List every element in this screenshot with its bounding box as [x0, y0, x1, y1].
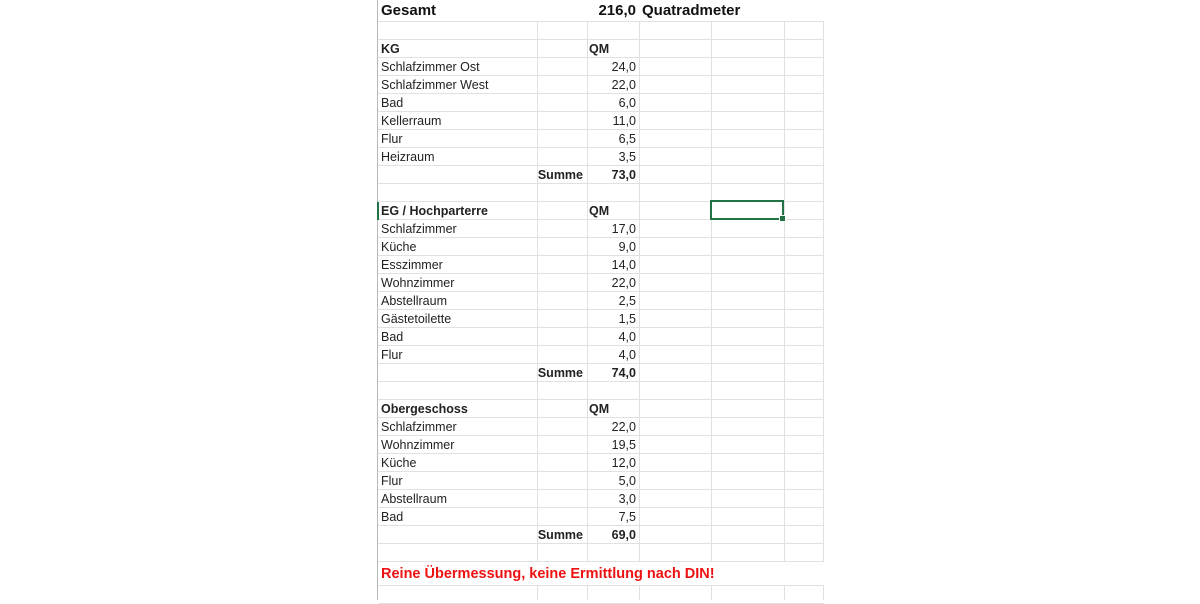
- section-title[interactable]: KG: [381, 41, 400, 56]
- fill-handle[interactable]: [779, 215, 786, 222]
- room-name[interactable]: Schlafzimmer Ost: [381, 59, 480, 74]
- table-row: [378, 418, 824, 436]
- table-row: [378, 148, 824, 166]
- total-unit[interactable]: Quatradmeter: [642, 0, 822, 21]
- table-row: [378, 220, 824, 238]
- table-row: [378, 346, 824, 364]
- room-qm[interactable]: 2,5: [618, 293, 636, 308]
- room-qm[interactable]: 3,5: [618, 149, 636, 164]
- sum-row: [378, 364, 824, 382]
- room-qm[interactable]: 9,0: [618, 239, 636, 254]
- room-qm[interactable]: 7,5: [618, 509, 636, 524]
- sum-label[interactable]: Summe: [537, 365, 583, 380]
- blank-row[interactable]: [378, 22, 824, 40]
- blank-row[interactable]: [378, 382, 824, 400]
- room-qm[interactable]: 22,0: [611, 419, 636, 434]
- room-name[interactable]: Bad: [381, 509, 404, 524]
- room-name[interactable]: Flur: [381, 473, 403, 488]
- room-name[interactable]: Schlafzimmer: [381, 221, 457, 236]
- room-qm[interactable]: 1,5: [618, 311, 636, 326]
- note-row: [378, 562, 824, 586]
- unit-header[interactable]: QM: [589, 401, 610, 416]
- table-row: [378, 508, 824, 526]
- room-qm[interactable]: 17,0: [611, 221, 636, 236]
- sum-label[interactable]: Summe: [537, 167, 583, 182]
- room-name[interactable]: Schlafzimmer West: [381, 77, 489, 92]
- room-name[interactable]: Flur: [381, 131, 403, 146]
- table-row: [378, 328, 824, 346]
- sum-value[interactable]: 69,0: [611, 527, 636, 542]
- blank-row[interactable]: [378, 544, 824, 562]
- section-header-row: [378, 400, 824, 418]
- room-name[interactable]: Esszimmer: [381, 257, 443, 272]
- room-qm[interactable]: 6,0: [618, 95, 636, 110]
- room-name[interactable]: Bad: [381, 329, 404, 344]
- room-qm[interactable]: 6,5: [618, 131, 636, 146]
- room-name[interactable]: Bad: [381, 95, 404, 110]
- table-row: [378, 238, 824, 256]
- sum-row: [378, 166, 824, 184]
- total-row: [378, 0, 824, 22]
- room-name[interactable]: Schlafzimmer: [381, 419, 457, 434]
- table-row: [378, 112, 824, 130]
- room-name[interactable]: Gästetoilette: [381, 311, 452, 326]
- room-name[interactable]: Flur: [381, 347, 403, 362]
- total-label[interactable]: Gesamt: [381, 2, 437, 19]
- room-qm[interactable]: 24,0: [611, 59, 636, 74]
- table-row: [378, 310, 824, 328]
- room-name[interactable]: Abstellraum: [381, 293, 447, 308]
- sum-row: [378, 526, 824, 544]
- active-row-indicator: [377, 202, 379, 220]
- section-title[interactable]: Obergeschoss: [381, 401, 468, 416]
- table-row: [378, 490, 824, 508]
- table-row: [378, 76, 824, 94]
- room-qm[interactable]: 3,0: [618, 491, 636, 506]
- table-row: [378, 436, 824, 454]
- room-name[interactable]: Heizraum: [381, 149, 435, 164]
- unit-header[interactable]: QM: [589, 41, 610, 56]
- selected-cell[interactable]: [710, 200, 784, 220]
- table-row: [378, 94, 824, 112]
- sum-label[interactable]: Summe: [537, 527, 583, 542]
- room-qm[interactable]: 22,0: [611, 275, 636, 290]
- sum-value[interactable]: 74,0: [611, 365, 636, 380]
- table-row: [378, 274, 824, 292]
- blank-row[interactable]: [378, 586, 824, 604]
- section-header-row: [378, 40, 824, 58]
- table-row: [378, 58, 824, 76]
- unit-header[interactable]: QM: [589, 203, 610, 218]
- sum-value[interactable]: 73,0: [611, 167, 636, 182]
- room-name[interactable]: Wohnzimmer: [381, 437, 455, 452]
- room-qm[interactable]: 12,0: [611, 455, 636, 470]
- table-row: [378, 454, 824, 472]
- room-qm[interactable]: 14,0: [611, 257, 636, 272]
- room-name[interactable]: Küche: [381, 239, 417, 254]
- room-qm[interactable]: 4,0: [618, 329, 636, 344]
- table-row: [378, 472, 824, 490]
- room-qm[interactable]: 19,5: [611, 437, 636, 452]
- room-qm[interactable]: 11,0: [612, 113, 636, 128]
- section-title[interactable]: EG / Hochparterre: [381, 203, 488, 218]
- room-name[interactable]: Wohnzimmer: [381, 275, 455, 290]
- table-row: [378, 256, 824, 274]
- room-name[interactable]: Küche: [381, 455, 417, 470]
- disclaimer-note[interactable]: Reine Übermessung, keine Ermittlung nach DIN!: [381, 562, 821, 585]
- spreadsheet-grid[interactable]: [377, 0, 824, 600]
- room-qm[interactable]: 4,0: [618, 347, 636, 362]
- room-name[interactable]: Abstellraum: [381, 491, 447, 506]
- table-row: [378, 292, 824, 310]
- room-name[interactable]: Kellerraum: [381, 113, 442, 128]
- room-qm[interactable]: 5,0: [618, 473, 636, 488]
- total-value[interactable]: 216,0: [587, 0, 639, 21]
- room-qm[interactable]: 22,0: [611, 77, 636, 92]
- table-row: [378, 130, 824, 148]
